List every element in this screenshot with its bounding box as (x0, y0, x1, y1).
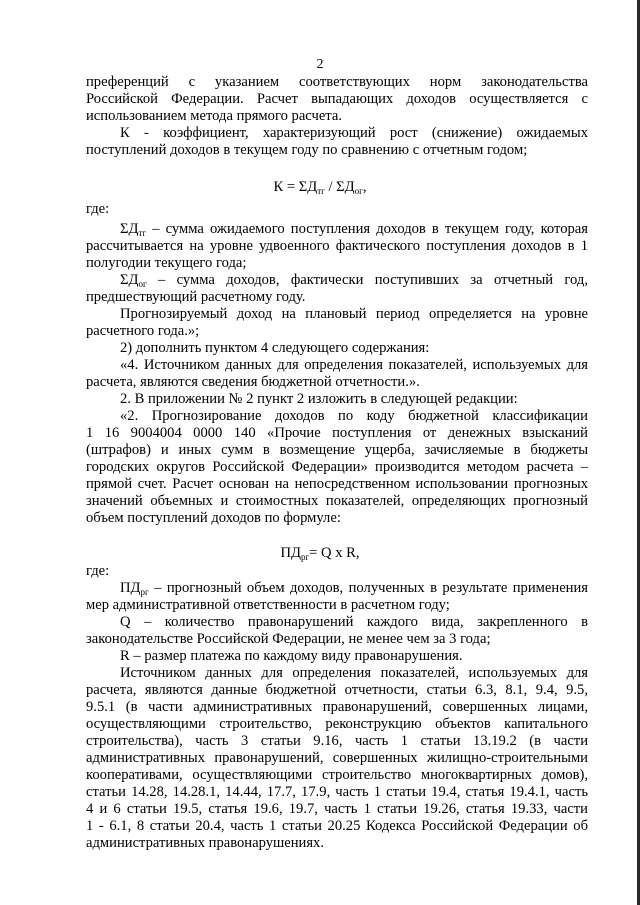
text-line: законодательстве Российской Федерации, не менее чем за 3 года; (86, 631, 491, 647)
text-line: «2. Прогнозирование доходов по коду бюджетной классификации (120, 408, 588, 424)
text-line: «4. Источником данных для определения показателей, используемых для (120, 357, 588, 373)
text-line: R – размер платежа по каждому виду правонарушения. (120, 648, 463, 664)
text-line: 4 и 6 статьи 19.5, статья 19.6, 19.7, часть 1 статьи 19.26, статья 19.33, части (86, 801, 588, 817)
definition-line: $\Sigma Д_{тг}$ – сумма ожидаемого поступления доходов в текущем году, которая (120, 221, 588, 238)
text-line: полугодии текущего года; (86, 255, 247, 271)
text-line: строительства), часть 3 статьи 9.16, часть 1 статьи 13.19.2 (в части (86, 733, 588, 749)
text-line: значений объемных и стоимостных показателей, определяющих прогнозный (86, 493, 588, 509)
text-line: осуществляющими строительство, реконструкцию объектов капитального (86, 716, 588, 732)
text-line: поступлений доходов в текущем году по сравнению с отчетным годом; (86, 142, 528, 158)
text-line: преференций с указанием соответствующих норм законодательства (86, 74, 588, 90)
text-line: статьи 14.28, 14.28.1, 14.44, 17.7, 17.9, часть 1 статьи 19.4, статья 19.4.1, часть (86, 784, 588, 800)
text-line: расчета, являются данные бюджетной отчетности, статьи 6.3, 8.1, 9.4, 9.5, (86, 682, 588, 698)
text-line: объем поступлений доходов по формуле: (86, 510, 341, 526)
text-line: прямой счет. Расчет основан на непосредственном использовании прогнозных (86, 476, 588, 492)
text-line: использованием метода прямого расчета. (86, 108, 342, 124)
text-line: 2) дополнить пунктом 4 следующего содержания: (120, 340, 430, 356)
text-line: 9.5.1 (в части административных правонарушений, совершенных лицами, (86, 699, 588, 715)
text-line: кооперативами, осуществляющими строительство многоквартирных домов), (86, 767, 588, 783)
text-line: Прогнозируемый доход на плановый период определяется на уровне (120, 306, 588, 322)
text-line: предшествующий расчетному году. (86, 289, 306, 305)
text-line: К - коэффициент, характеризующий рост (снижение) ожидаемых (120, 125, 588, 141)
formula-pd: $ПД_{рг}= Q$ x R, (280, 545, 360, 562)
definition-line: $\Sigma Д_{ог}$ – сумма доходов, фактически поступивших за отчетный год, (120, 272, 588, 289)
text-line: Источником данных для определения показателей, используемых для (120, 665, 588, 681)
text-line: Q – количество правонарушений каждого вида, закрепленного в (120, 614, 588, 630)
definition-line: $ПД_{рг}$ – прогнозный объем доходов, полученных в результате применения (120, 580, 588, 597)
text-line: расчета, являются сведения бюджетной отчетности.». (86, 374, 420, 390)
text-line: административных правонарушениях. (86, 835, 324, 851)
formula-k: $К = \Sigma Д_{тг} / \Sigma Д_{ог}$, (273, 179, 367, 196)
text-line: расчетного года.»; (86, 323, 200, 339)
where-label: где: (86, 563, 110, 579)
text-line: административных правонарушений, совершенных жилищно-строительными (86, 750, 588, 766)
where-label: где: (86, 201, 110, 217)
page-number: 2 (316, 57, 324, 72)
text-line: городских округов Российской Федерации» производится методом расчета – (86, 459, 588, 475)
text-line: рассчитывается на уровне удвоенного фактического поступления доходов в 1 (86, 238, 588, 254)
text-line: (штрафов) и иных сумм в возмещение ущерба, зачисляемые в бюджеты (86, 442, 588, 458)
text-line: мер административной ответственности в расчетном году; (86, 597, 450, 613)
text-line: 1 16 9004004 0000 140 «Прочие поступления от денежных взысканий (86, 425, 588, 441)
text-line: 2. В приложении № 2 пункт 2 изложить в следующей редакции: (120, 391, 518, 407)
text-line: 1 - 6.1, 8 статьи 20.4, часть 1 статьи 20.25 Кодекса Российской Федерации об (86, 818, 588, 834)
text-line: Российской Федерации. Расчет выпадающих доходов осуществляется с (86, 91, 588, 107)
